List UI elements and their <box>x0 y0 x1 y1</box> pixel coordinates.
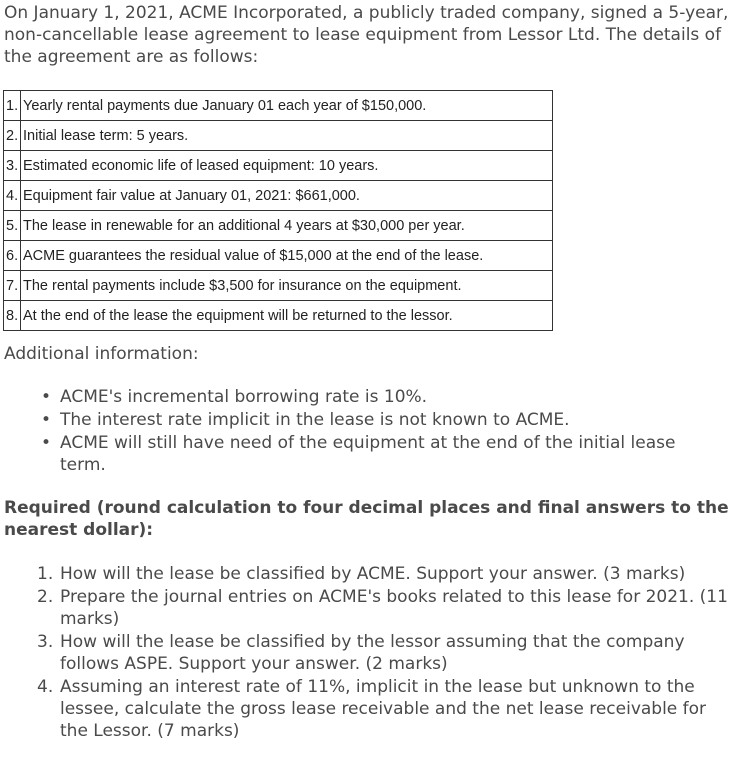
question-text: How will the lease be classified by the lessor assuming that the company follows ASPE. Support your answer. (2 marks) <box>60 632 685 674</box>
question-number: 3. <box>37 632 54 652</box>
question-number: 1. <box>37 564 54 584</box>
row-text: The lease in renewable for an additional 4 years at $30,000 per year. <box>21 211 553 241</box>
row-text: Yearly rental payments due January 01 each year of $150,000. <box>21 91 553 121</box>
row-number: 8. <box>4 301 21 331</box>
row-number: 4. <box>4 181 21 211</box>
table-row <box>4 271 553 301</box>
list-item-text: ACME will still have need of the equipment at the end of the initial lease term. <box>60 433 676 475</box>
row-text: Initial lease term: 5 years. <box>21 121 553 151</box>
bullet-icon: • <box>41 410 52 430</box>
row-number: 6. <box>4 241 21 271</box>
row-number: 2. <box>4 121 21 151</box>
table-row <box>4 91 553 121</box>
table-row <box>4 241 553 271</box>
list-item-text: The interest rate implicit in the lease is not known to ACME. <box>60 410 570 430</box>
list-item <box>41 386 700 408</box>
required-heading: Required (round calculation to four decimal places and final answers to the nearest dollar): <box>4 498 729 540</box>
row-number: 1. <box>4 91 21 121</box>
question-text: How will the lease be classified by ACME. Support your answer. (3 marks) <box>60 564 686 584</box>
row-number: 5. <box>4 211 21 241</box>
lease-details-table <box>3 90 553 331</box>
bullet-icon: • <box>41 433 52 453</box>
list-item <box>41 409 700 431</box>
question-text: Assuming an interest rate of 11%, implicit in the lease but unknown to the lessee, calculate the gross lease receivable and the net lease receivable for the Lessor. (7 marks) <box>60 677 707 741</box>
bullet-icon: • <box>41 387 52 407</box>
row-text: The rental payments include $3,500 for insurance on the equipment. <box>21 271 553 301</box>
question-text: Prepare the journal entries on ACME's books related to this lease for 2021. (11 marks) <box>60 587 728 629</box>
questions-list <box>37 563 730 743</box>
additional-info-heading: Additional information: <box>4 344 199 364</box>
question-number: 4. <box>37 677 54 697</box>
list-item <box>37 676 730 742</box>
list-item <box>37 563 730 585</box>
list-item-text: ACME's incremental borrowing rate is 10%. <box>60 387 428 407</box>
row-text: Equipment fair value at January 01, 2021: $661,000. <box>21 181 553 211</box>
question-number: 2. <box>37 587 54 607</box>
row-number: 3. <box>4 151 21 181</box>
row-text: Estimated economic life of leased equipment: 10 years. <box>21 151 553 181</box>
list-item <box>37 631 730 675</box>
row-text: ACME guarantees the residual value of $15,000 at the end of the lease. <box>21 241 553 271</box>
table-row <box>4 151 553 181</box>
intro-paragraph: On January 1, 2021, ACME Incorporated, a publicly traded company, signed a 5-year, non-cancellable lease agreement to lease equipment from Lessor Ltd. The details of the agreement are as follows: <box>4 3 729 67</box>
table-row <box>4 211 553 241</box>
list-item <box>37 586 730 630</box>
table-row <box>4 301 553 331</box>
row-number: 7. <box>4 271 21 301</box>
additional-info-list <box>41 386 700 477</box>
table-row <box>4 121 553 151</box>
list-item <box>41 432 700 476</box>
table-row <box>4 181 553 211</box>
row-text: At the end of the lease the equipment will be returned to the lessor. <box>21 301 553 331</box>
